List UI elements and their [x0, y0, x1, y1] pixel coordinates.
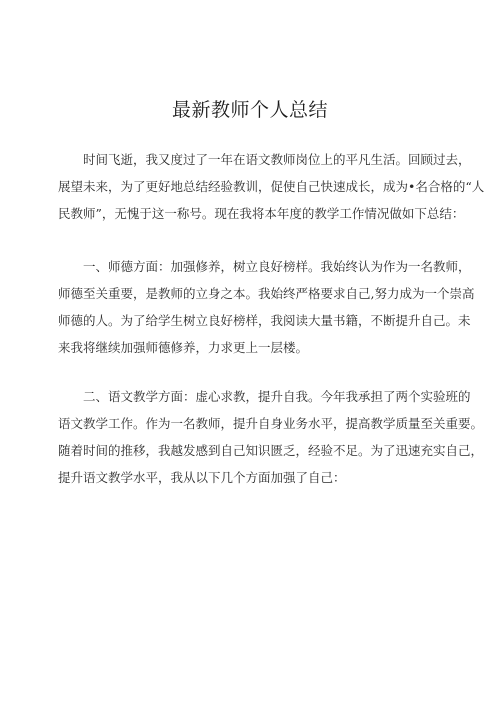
paragraph-line: 师德的人。为了给学生树立良好榜样，我阅读大量书籍，不断提升自己。未 — [58, 313, 471, 328]
paragraph-line: 二、语文教学方面：虚心求教，提升自我。今年我承担了两个实验班的 — [83, 389, 471, 404]
paragraph-line: 一、师德方面：加强修养，树立良好榜样。我始终认为作为一名教师， — [83, 259, 471, 274]
paragraph-line: 民教师”，无愧于这一称号。现在我将本年度的教学工作情况做如下总结： — [58, 206, 465, 221]
document-title: 最新教师个人总结 — [171, 99, 328, 121]
paragraph-line: 语文教学工作。作为一名教师，提升自身业务水平，提高教学质量至关重要。 — [58, 416, 484, 431]
paragraph-line: 师德至关重要，是教师的立身之本。我始终严格要求自己,努力成为一个崇高 — [58, 286, 475, 301]
paragraph-teaching — [58, 383, 484, 491]
paragraph-line: 展望未来，为了更好地总结经验教训，促使自己快速成长，成为•名合格的“人 — [58, 179, 485, 194]
paragraph-ethics — [58, 253, 475, 361]
paragraph-line: 时间飞逝，我又度过了一年在语文教师岗位上的平凡生活。回顾过去， — [83, 152, 471, 167]
paragraph-line: 来我将继续加强师德修养，力求更上一层楼。 — [58, 340, 309, 355]
paragraph-line: 随着时间的推移，我越发感到自己知识匮乏，经验不足。为了迅速充实自己， — [58, 443, 484, 458]
paragraph-intro — [58, 146, 485, 227]
paragraph-line: 提升语文教学水平，我从以下几个方面加强了自己： — [58, 470, 346, 485]
